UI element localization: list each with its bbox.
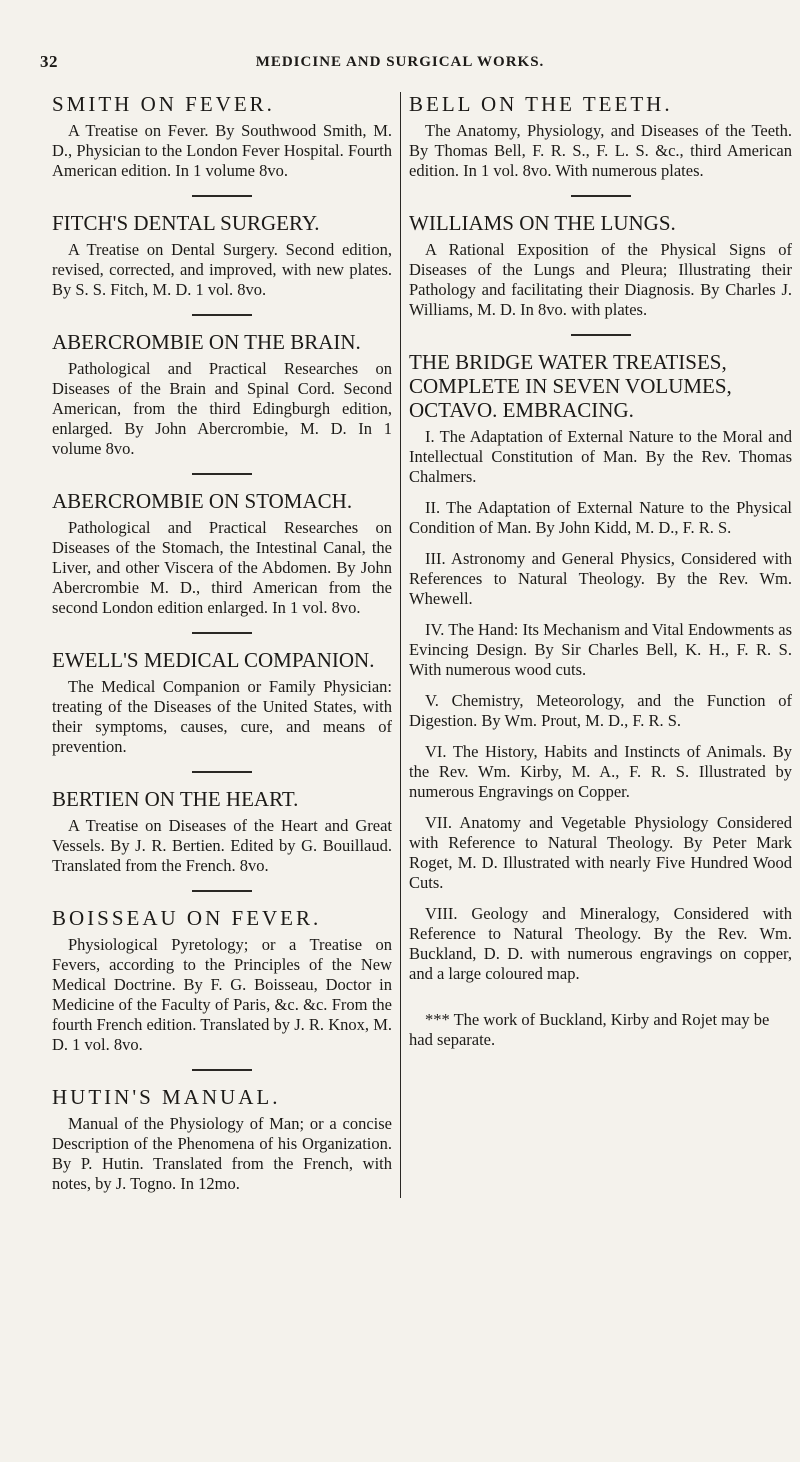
book-entry (52, 330, 392, 459)
entry-title: SMITH ON FEVER. (52, 92, 275, 116)
entry-title: ABERCROMBIE ON STOMACH. (52, 489, 353, 513)
divider (192, 473, 252, 475)
entry-description: A Rational Exposition of the Physical Signs of Diseases of the Lungs and Pleura; Illustrating their Pathology and facilitating their Diagnosis. By Charles J. Williams, M. D. In 8vo. with plates. (409, 240, 792, 319)
book-entry (52, 211, 392, 300)
divider (192, 632, 252, 634)
divider (571, 334, 631, 336)
volume-item: VIII. Geology and Mineralogy, Considered with Reference to Natural Theology. By the Rev. Wm. Buckland, D. D. with numerous engravings on copper, and a large coloured map. (409, 904, 792, 983)
entry-description: Manual of the Physiology of Man; or a concise Description of the Phenomena of his Organization. By P. Hutin. Translated from the French, with notes, by J. Togno. In 12mo. (52, 1114, 392, 1193)
volume-item: IV. The Hand: Its Mechanism and Vital Endowments as Evincing Design. By Sir Charles Bell, K. H., F. R. S. With numerous wood cuts. (409, 620, 792, 679)
entry-description: A Treatise on Fever. By Southwood Smith, M. D., Physician to the London Fever Hospital. Fourth American edition. In 1 volume 8vo. (52, 121, 392, 180)
entry-title: BERTIEN ON THE HEART. (52, 787, 299, 811)
book-entry (52, 92, 392, 181)
volume-item: II. The Adaptation of External Nature to the Physical Condition of Man. By John Kidd, M. D., F. R. S. (409, 498, 792, 537)
entry-description: The Anatomy, Physiology, and Diseases of the Teeth. By Thomas Bell, F. R. S., F. L. S. &c., third American edition. In 1 vol. 8vo. With numerous plates. (409, 121, 792, 180)
page-header (0, 52, 800, 78)
entry-title: WILLIAMS ON THE LUNGS. (409, 211, 676, 235)
entry-title: BOISSEAU ON FEVER. (52, 906, 322, 930)
entry-title: FITCH'S DENTAL SURGERY. (52, 211, 320, 235)
book-entry (409, 92, 792, 181)
page-number: 32 (40, 52, 58, 71)
divider (192, 890, 252, 892)
book-entry (52, 906, 392, 1055)
entry-title: ABERCROMBIE ON THE BRAIN. (52, 330, 361, 354)
two-column-body (52, 92, 792, 1198)
book-entry (52, 489, 392, 618)
entry-description: A Treatise on Diseases of the Heart and Great Vessels. By J. R. Bertien. Edited by G. Bouillaud. Translated from the French. 8vo. (52, 816, 392, 875)
volume-item: III. Astronomy and General Physics, Considered with References to Natural Theology. By the Rev. Wm. Whewell. (409, 549, 792, 608)
divider (192, 195, 252, 197)
volume-item: I. The Adaptation of External Nature to the Moral and Intellectual Constitution of Man. By the Rev. Thomas Chalmers. (409, 427, 792, 486)
book-entry (52, 787, 392, 876)
entry-title: EWELL'S MEDICAL COMPANION. (52, 648, 375, 672)
entry-description: Physiological Pyretology; or a Treatise on Fevers, according to the Principles of the New Medical Doctrine. By F. G. Boisseau, Doctor in Medicine of the Faculty of Paris, &c. &c. From the fourth French edition. Translated by J. R. Knox, M. D. 1 vol. 8vo. (52, 935, 392, 1054)
bridgewater-treatises (409, 350, 792, 1050)
entry-description: Pathological and Practical Researches on Diseases of the Stomach, the Intestinal Canal, the Liver, and other Viscera of the Abdomen. By John Abercrombie M. D., third American from the second London edition enlarged. In 1 vol. 8vo. (52, 518, 392, 617)
left-column (52, 92, 400, 1198)
volume-item: V. Chemistry, Meteorology, and the Function of Digestion. By Wm. Prout, M. D., F. R. S. (409, 691, 792, 730)
divider (192, 1069, 252, 1071)
entry-title: BELL ON THE TEETH. (409, 92, 673, 116)
book-entry (409, 211, 792, 320)
entry-title: THE BRIDGE WATER TREATISES, COMPLETE IN SEVEN VOLUMES, OCTAVO. EMBRACING. (409, 350, 732, 422)
footnote: *** The work of Buckland, Kirby and Rojet may be had separate. (409, 1010, 770, 1049)
entry-description: Pathological and Practical Researches on Diseases of the Brain and Spinal Cord. Second American, from the third Edingburgh edition, enlarged. By John Abercrombie, M. D. In 1 volume 8vo. (52, 359, 392, 458)
book-entry (52, 648, 392, 757)
entry-description: The Medical Companion or Family Physician: treating of the Diseases of the United States, with their symptoms, causes, cure, and means of prevention. (52, 677, 392, 756)
divider (571, 195, 631, 197)
running-head: MEDICINE AND SURGICAL WORKS. (255, 54, 545, 70)
divider (192, 771, 252, 773)
right-column (400, 92, 792, 1198)
entry-description: A Treatise on Dental Surgery. Second edition, revised, corrected, and improved, with new plates. By S. S. Fitch, M. D. 1 vol. 8vo. (52, 240, 392, 299)
volume-item: VI. The History, Habits and Instincts of Animals. By the Rev. Wm. Kirby, M. A., F. R. S. Illustrated by numerous Engravings on Copper. (409, 742, 792, 801)
divider (192, 314, 252, 316)
book-entry (52, 1085, 392, 1194)
volume-item: VII. Anatomy and Vegetable Physiology Considered with Reference to Natural Theology. By Peter Mark Roget, M. D. Illustrated with nearly Five Hundred Wood Cuts. (409, 813, 792, 892)
entry-title: HUTIN'S MANUAL. (52, 1085, 281, 1109)
